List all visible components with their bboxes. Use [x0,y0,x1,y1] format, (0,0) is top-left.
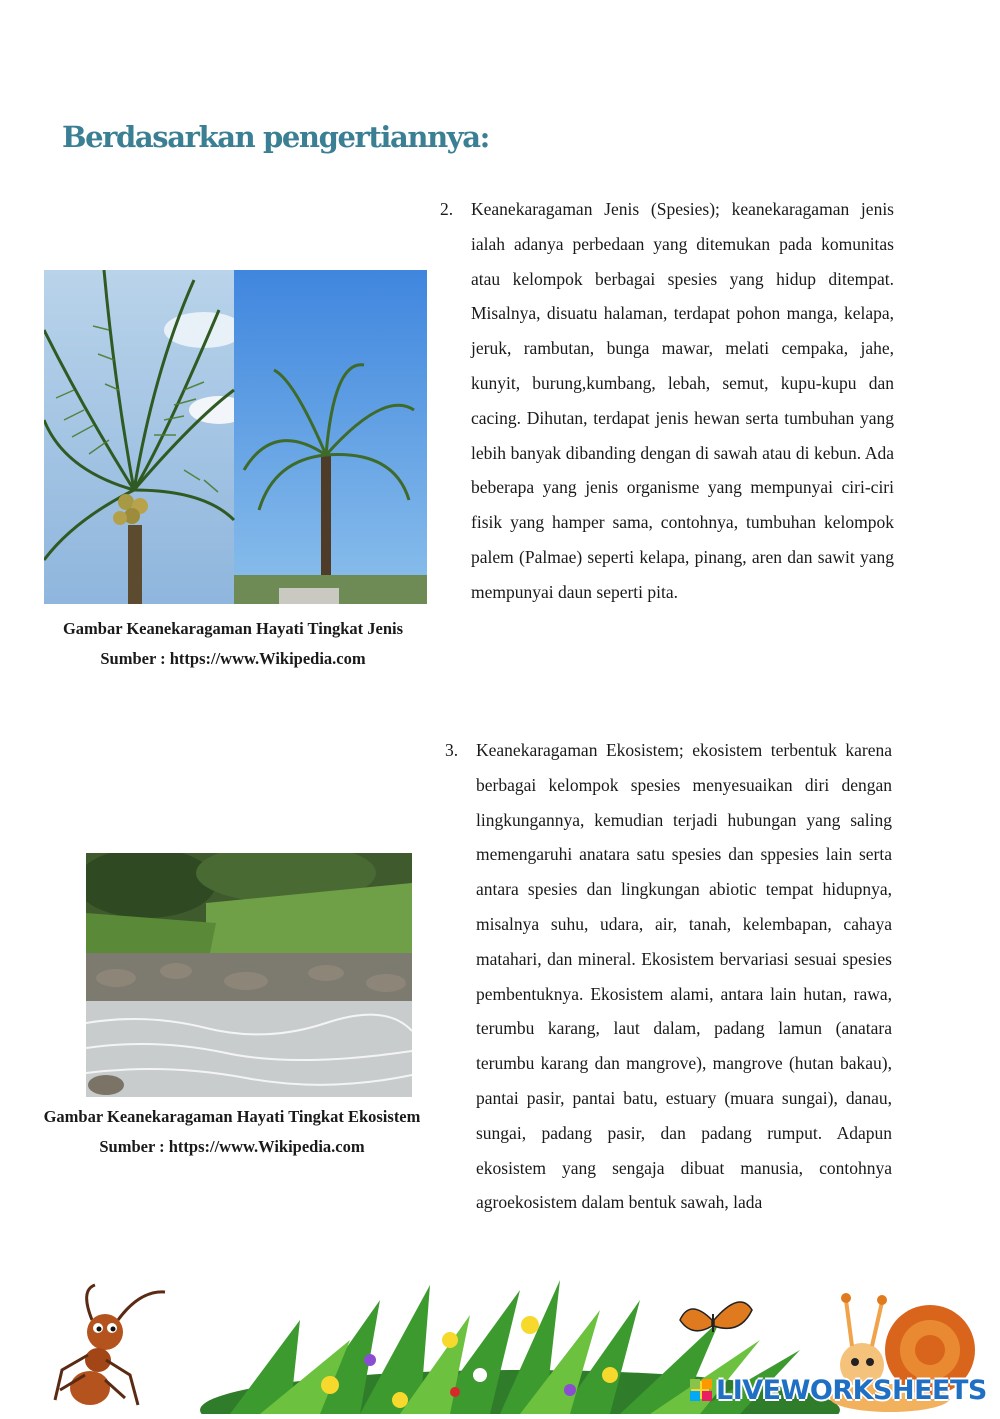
list-number: 3. [445,740,459,760]
caption-source: Sumber : https://www.Wikipedia.com [99,1137,365,1156]
figure-caption-ecosystem [12,1102,452,1162]
caption-title: Gambar Keanekaragaman Hayati Tingkat Jenis [62,619,404,638]
liveworksheets-watermark [690,1372,987,1408]
list-item-ecosystem [445,733,892,1288]
caption-source: Sumber : https://www.Wikipedia.com [100,649,366,668]
caption-title: Gambar Keanekaragaman Hayati Tingkat Ekosistem [43,1107,421,1126]
palm-trees-photo [44,270,427,604]
watermark-text: LIVEWORKSHEETS [716,1374,987,1406]
list-text: Keanekaragaman Jenis (Spesies); keanekaragaman jenis ialah adanya perbedaan yang ditemukan pada komunitas atau kelompok berbagai spesies yang hidup ditempat. Misalnya, disuatu halaman, terdapat pohon manga, kelapa, jeruk, rambutan, bunga mawar, melati cempaka, jahe, kunyit, burung,kumbang, lebah, semut, kupu-kupu dan cacing. Dihutan, terdapat jenis hewan serta tumbuhan yang lebih banyak dibanding dengan di sawah atau di kebun. Ada beberapa yang jenis organisme yang mempunyai ciri-ciri fisik yang hamper sama, contohnya, tumbuhan kelompok palem (Palmae) seperti kelapa, pinang, aren dan sawit yang mempunyai daun seperti pita. [471,199,894,602]
list-text: Keanekaragaman Ekosistem; ekosistem terbentuk karena berbagai kelompok spesies menyesuaikan diri dengan lingkungannya, kemudian terjadi hubungan yang saling memengaruhi anatara satu spesies dan sppesies lain serta antara spesies dan lingkungan abiotic tempat hidupnya, misalnya suhu, udara, air, tanah, kelembapan, cahaya matahari, dan mineral. Ekosistem bervariasi sesuai spesies pembentuknya. Ekosistem alami, antara lain hutan, rawa, terumbu karang, laut dalam, padang lamun (anatara terumbu karang dan mangrove), mangrove (hutan bakau), pantai pasir, pantai batu, estuary (muara sungai), danau, sungai, padang pasir, dan padang rumput. Adapun ekosistem yang sengaja dibuat manusia, contohnya agroekosistem dalam bentuk sawah, lada [476,740,892,1213]
list-number: 2. [440,199,454,219]
page-heading: Berdasarkan pengertiannya: [62,120,489,154]
liveworksheets-logo-icon [690,1379,712,1401]
list-item-species [440,192,894,610]
figure-caption-species [32,614,434,674]
ant-illustration [55,1285,165,1405]
river-ecosystem-photo [86,853,412,1097]
